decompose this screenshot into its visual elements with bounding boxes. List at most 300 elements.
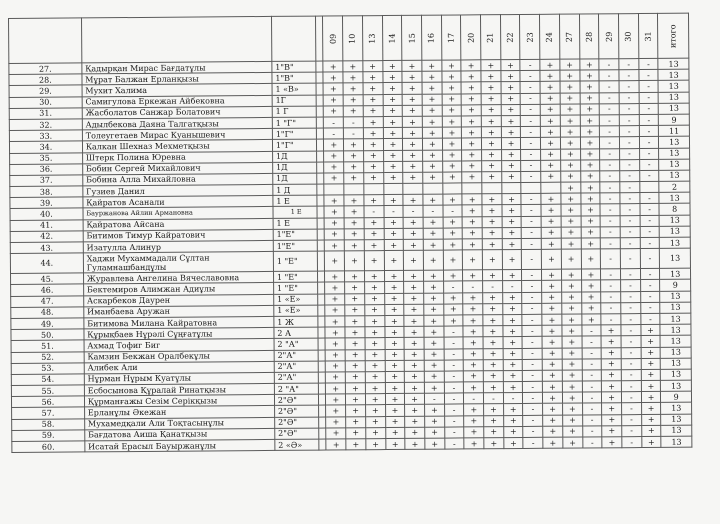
attendance-mark: + [383,161,403,172]
row-total: 13 [660,248,691,268]
attendance-mark: + [323,61,343,72]
attendance-mark: + [501,127,521,138]
attendance-mark: - [520,71,540,82]
attendance-mark: - [520,82,540,93]
attendance-mark [462,183,482,194]
attendance-mark: + [540,115,560,126]
attendance-mark: + [502,250,522,270]
attendance-mark: - [521,104,541,115]
spacer-cell [319,361,326,372]
attendance-mark: - [640,193,660,204]
row-number: 48. [11,307,84,319]
class-label: 1 "Г" [272,117,317,129]
attendance-mark: + [385,416,405,427]
class-label: 1 "Е" [273,282,318,294]
attendance-mark: + [461,82,481,93]
attendance-mark: + [402,60,422,71]
row-number: 58. [12,419,85,431]
spacer-cell [317,117,324,128]
spacer-cell [318,350,325,361]
student-name: Бобина Алла Михайловна [83,173,273,186]
attendance-mark: + [424,315,444,326]
attendance-mark: + [323,83,343,94]
student-name: Калкан Шехназ Мехметқызы [82,140,272,153]
class-header [271,16,316,61]
spacer-cell [318,229,325,240]
attendance-mark: + [464,359,484,370]
student-name: Толеугетаев Мирас Куанышевич [82,129,272,142]
attendance-mark: + [482,160,502,171]
attendance-mark: + [403,150,423,161]
attendance-mark: + [461,60,481,71]
attendance-mark: + [462,194,482,205]
attendance-mark: + [442,71,462,82]
attendance-mark: - [599,59,619,70]
attendance-mark: + [444,315,464,326]
attendance-mark: + [580,81,600,92]
attendance-mark: + [363,128,383,139]
attendance-mark: + [364,217,384,228]
attendance-mark: - [621,302,641,313]
attendance-mark: + [365,383,385,394]
class-label: 2 «Ә» [275,439,320,451]
row-total: 13 [661,436,692,447]
attendance-mark: + [363,161,383,172]
attendance-mark: + [442,161,462,172]
name-header [81,16,271,62]
attendance-mark: - [599,70,619,81]
attendance-mark: + [363,72,383,83]
row-total: 13 [660,291,691,302]
attendance-mark: + [325,282,345,293]
attendance-mark: - [601,302,621,313]
attendance-mark: + [383,105,403,116]
attendance-mark: + [324,106,344,117]
attendance-mark: - [622,403,642,414]
day-header: 15 [402,15,422,60]
attendance-mark: + [641,380,661,391]
attendance-mark: - [444,360,464,371]
attendance-mark: - [620,182,640,193]
attendance-mark: - [523,437,543,448]
attendance-mark: + [481,127,501,138]
attendance-mark: + [463,348,483,359]
attendance-mark: - [600,126,620,137]
attendance-mark: + [385,382,405,393]
attendance-mark: + [540,59,560,70]
attendance-mark: + [364,271,384,282]
attendance-mark: + [601,347,621,358]
day-header: 30 [618,14,638,59]
student-name: Алибек Али [84,361,274,374]
attendance-mark: - [639,103,659,114]
attendance-mark: - [521,205,541,216]
attendance-mark: + [542,325,562,336]
row-number: 41. [10,220,83,232]
attendance-mark: - [621,291,641,302]
attendance-mark: + [484,404,504,415]
attendance-mark: + [501,149,521,160]
attendance-mark: + [442,94,462,105]
attendance-mark: + [346,383,366,394]
attendance-mark: + [404,326,424,337]
attendance-mark: - [582,336,602,347]
attendance-mark: + [344,229,364,240]
attendance-mark: - [600,115,620,126]
attendance-mark: + [462,127,482,138]
student-name: Қайратова Айсана [83,218,273,231]
attendance-mark: - [521,115,541,126]
attendance-mark: + [543,426,563,437]
attendance-mark: + [543,392,563,403]
attendance-mark: - [582,403,602,414]
student-name: Қайратов Асанали [83,196,273,209]
student-name: Журавлева Ангелина Вячеславовна [83,272,273,285]
attendance-mark: - [639,170,659,181]
student-name: Исатай Ерасыл Бауыржанұлы [85,439,275,452]
row-number: 51. [11,340,84,352]
attendance-mark: + [503,314,523,325]
attendance-mark: + [344,139,364,150]
attendance-mark: + [541,216,561,227]
attendance-mark: + [464,371,484,382]
attendance-mark: + [580,171,600,182]
attendance-mark: - [639,159,659,170]
row-total: 13 [658,92,689,103]
attendance-mark: + [482,250,502,270]
attendance-mark: + [404,315,424,326]
attendance-mark: + [561,227,581,238]
attendance-mark: + [385,338,405,349]
attendance-mark: + [542,292,562,303]
attendance-mark: + [562,403,582,414]
attendance-mark: + [501,93,521,104]
attendance-mark: + [385,371,405,382]
attendance-mark: - [600,137,620,148]
attendance-mark: + [540,82,560,93]
table-body [9,58,692,453]
attendance-mark: + [423,217,443,228]
spacer-cell [319,394,326,405]
attendance-mark: - [620,159,640,170]
attendance-mark: + [324,94,344,105]
attendance-mark: + [542,336,562,347]
attendance-mark: + [581,204,601,215]
attendance-mark: + [560,81,580,92]
spacer-cell [318,240,325,251]
row-number: 29. [9,85,82,97]
attendance-mark: + [562,314,582,325]
row-number: 49. [11,318,84,330]
attendance-mark: + [442,127,462,138]
attendance-mark [482,183,502,194]
attendance-mark: + [443,270,463,281]
spacer-cell [317,151,324,162]
attendance-mark: - [523,393,543,404]
attendance-mark: + [462,216,482,227]
attendance-mark: + [325,327,345,338]
attendance-mark: + [325,217,345,228]
attendance-mark: + [422,60,442,71]
attendance-mark: - [324,117,344,128]
attendance-mark: + [543,404,563,415]
attendance-mark: + [560,149,580,160]
attendance-mark: + [542,370,562,381]
spacer-cell [316,83,323,94]
row-total: 13 [659,136,690,147]
attendance-mark: - [620,204,640,215]
spacer-cell [317,206,324,217]
attendance-mark: + [580,148,600,159]
row-number: 47. [11,295,84,307]
attendance-mark: + [385,438,405,449]
attendance-mark: + [422,127,442,138]
attendance-mark: + [504,437,524,448]
attendance-mark: + [343,83,363,94]
attendance-mark: - [521,171,541,182]
attendance-mark: + [641,347,661,358]
attendance-mark: + [602,403,622,414]
attendance-mark: + [501,59,521,70]
attendance-mark: - [522,303,542,314]
attendance-mark: - [619,126,639,137]
attendance-mark: + [402,94,422,105]
attendance-mark: + [346,416,366,427]
attendance-mark: - [621,392,641,403]
attendance-mark: - [621,369,641,380]
attendance-mark: + [560,93,580,104]
attendance-mark: + [365,394,385,405]
attendance-mark: - [619,114,639,125]
attendance-mark: + [581,249,601,269]
attendance-mark: + [344,173,364,184]
attendance-mark: + [344,206,364,217]
attendance-mark: + [424,304,444,315]
spacer-cell [318,338,325,349]
attendance-mark: + [384,239,404,250]
attendance-mark: + [384,327,404,338]
attendance-mark: + [364,251,384,271]
attendance-table [8,13,692,454]
attendance-mark: + [324,206,344,217]
class-label: 2"А" [274,361,319,373]
class-label: 1"В" [272,61,317,73]
attendance-mark: + [602,392,622,403]
attendance-mark: + [405,427,425,438]
attendance-mark: + [462,149,482,160]
attendance-mark: - [522,238,542,249]
day-header: 27 [559,14,579,59]
attendance-mark: - [620,226,640,237]
attendance-mark: + [580,115,600,126]
row-total: 13 [658,81,689,92]
attendance-mark: + [364,240,384,251]
attendance-mark: - [464,393,484,404]
attendance-mark: + [383,139,403,150]
student-name: Адылбекова Даяна Талгатқызы [82,117,272,130]
attendance-mark: + [482,138,502,149]
attendance-mark [383,183,403,194]
attendance-mark: + [385,360,405,371]
attendance-mark: + [581,269,601,280]
attendance-mark: + [404,282,424,293]
attendance-mark: + [424,371,444,382]
attendance-mark: + [542,314,562,325]
attendance-mark: - [621,381,641,392]
attendance-mark: - [443,205,463,216]
row-number: 60. [12,441,85,453]
attendance-mark: + [363,83,383,94]
attendance-mark: + [343,61,363,72]
attendance-mark: + [384,271,404,282]
attendance-mark: - [640,204,660,215]
row-total: 13 [660,324,691,335]
class-label: 1Д [273,162,318,174]
attendance-mark: - [599,92,619,103]
attendance-mark: + [502,205,522,216]
attendance-mark: + [404,349,424,360]
spacer-cell [319,405,326,416]
attendance-mark: + [561,249,581,269]
attendance-mark: - [641,313,661,324]
attendance-mark: + [580,182,600,193]
class-label: 1Д [272,151,317,163]
day-header: 10 [343,16,363,61]
attendance-mark: + [483,292,503,303]
class-label: 1 Е [273,207,318,219]
attendance-mark: + [463,326,483,337]
attendance-mark: + [383,116,403,127]
attendance-mark: + [602,426,622,437]
attendance-mark: + [463,292,483,303]
attendance-mark: - [523,415,543,426]
attendance-mark: - [622,414,642,425]
row-total: 13 [659,215,690,226]
attendance-mark: + [503,404,523,415]
attendance-mark: + [482,194,502,205]
attendance-mark: + [462,172,482,183]
attendance-mark: + [443,228,463,239]
attendance-mark: - [443,281,463,292]
day-header: 20 [461,15,481,60]
attendance-mark: - [622,425,642,436]
attendance-mark: - [521,138,541,149]
attendance-mark: + [502,238,522,249]
row-number: 43. [10,242,83,254]
attendance-mark: + [542,269,562,280]
day-header: 22 [500,14,520,59]
attendance-mark: - [621,358,641,369]
attendance-mark: + [562,370,582,381]
attendance-mark: + [404,360,424,371]
attendance-mark: - [523,404,543,415]
attendance-mark: + [443,217,463,228]
attendance-mark: + [405,382,425,393]
attendance-mark: - [364,206,384,217]
attendance-mark: + [405,393,425,404]
class-label: 1 "Е" [273,251,318,271]
spacer-cell [317,195,324,206]
attendance-mark: + [503,337,523,348]
attendance-mark: + [345,338,365,349]
student-name: Аскарбеков Даурен [83,294,273,307]
row-total: 13 [661,425,692,436]
attendance-mark: + [641,336,661,347]
row-number: 44. [10,253,83,274]
attendance-mark: + [561,182,581,193]
attendance-mark: + [366,439,386,450]
class-label: 2"А" [274,372,319,384]
row-number: 28. [9,74,82,86]
attendance-mark: + [442,105,462,116]
attendance-mark: + [602,370,622,381]
attendance-mark: + [325,293,345,304]
attendance-mark: - [620,269,640,280]
attendance-mark: - [621,280,641,291]
attendance-mark: - [620,193,640,204]
attendance-mark: - [582,347,602,358]
attendance-mark: - [503,393,523,404]
attendance-mark: + [482,205,502,216]
student-name: Битимов Тимур Кайратович [83,229,273,242]
attendance-mark: - [619,59,639,70]
attendance-mark: + [464,427,484,438]
attendance-mark: - [621,347,641,358]
attendance-mark: + [345,327,365,338]
attendance-mark: + [579,59,599,70]
spacer-cell [319,439,326,450]
attendance-mark: + [641,436,661,447]
attendance-mark: - [639,58,659,69]
student-name: Хаджи Мухаммадали Сұлтан Гуламнашбандұлы [83,252,273,273]
attendance-mark: + [404,293,424,304]
attendance-mark: + [325,229,345,240]
attendance-mark: + [503,348,523,359]
attendance-mark: + [443,250,463,270]
attendance-mark: + [484,415,504,426]
attendance-mark: + [345,282,365,293]
student-name: Ерланұлы Әкежан [84,406,274,419]
attendance-mark: + [563,415,583,426]
attendance-mark: - [600,215,620,226]
attendance-mark: + [561,171,581,182]
attendance-mark: + [424,360,444,371]
attendance-mark: - [600,182,620,193]
attendance-mark: + [541,160,561,171]
attendance-mark: - [600,227,620,238]
attendance-mark: + [481,116,501,127]
attendance-mark: - [444,326,464,337]
attendance-mark: + [464,415,484,426]
row-number: 56. [11,396,84,408]
day-header: 29 [599,14,619,59]
attendance-mark: + [562,292,582,303]
attendance-mark: - [599,81,619,92]
attendance-mark: + [443,239,463,250]
attendance-mark: - [639,92,659,103]
attendance-mark: - [444,371,464,382]
row-number: 42. [10,231,83,243]
attendance-mark: + [541,227,561,238]
attendance-mark: + [562,325,582,336]
attendance-mark: + [560,137,580,148]
attendance-mark: + [483,326,503,337]
attendance-mark: + [344,161,364,172]
attendance-mark: + [541,149,561,160]
row-number: 37. [10,175,83,187]
attendance-mark: + [442,149,462,160]
attendance-mark: - [424,393,444,404]
